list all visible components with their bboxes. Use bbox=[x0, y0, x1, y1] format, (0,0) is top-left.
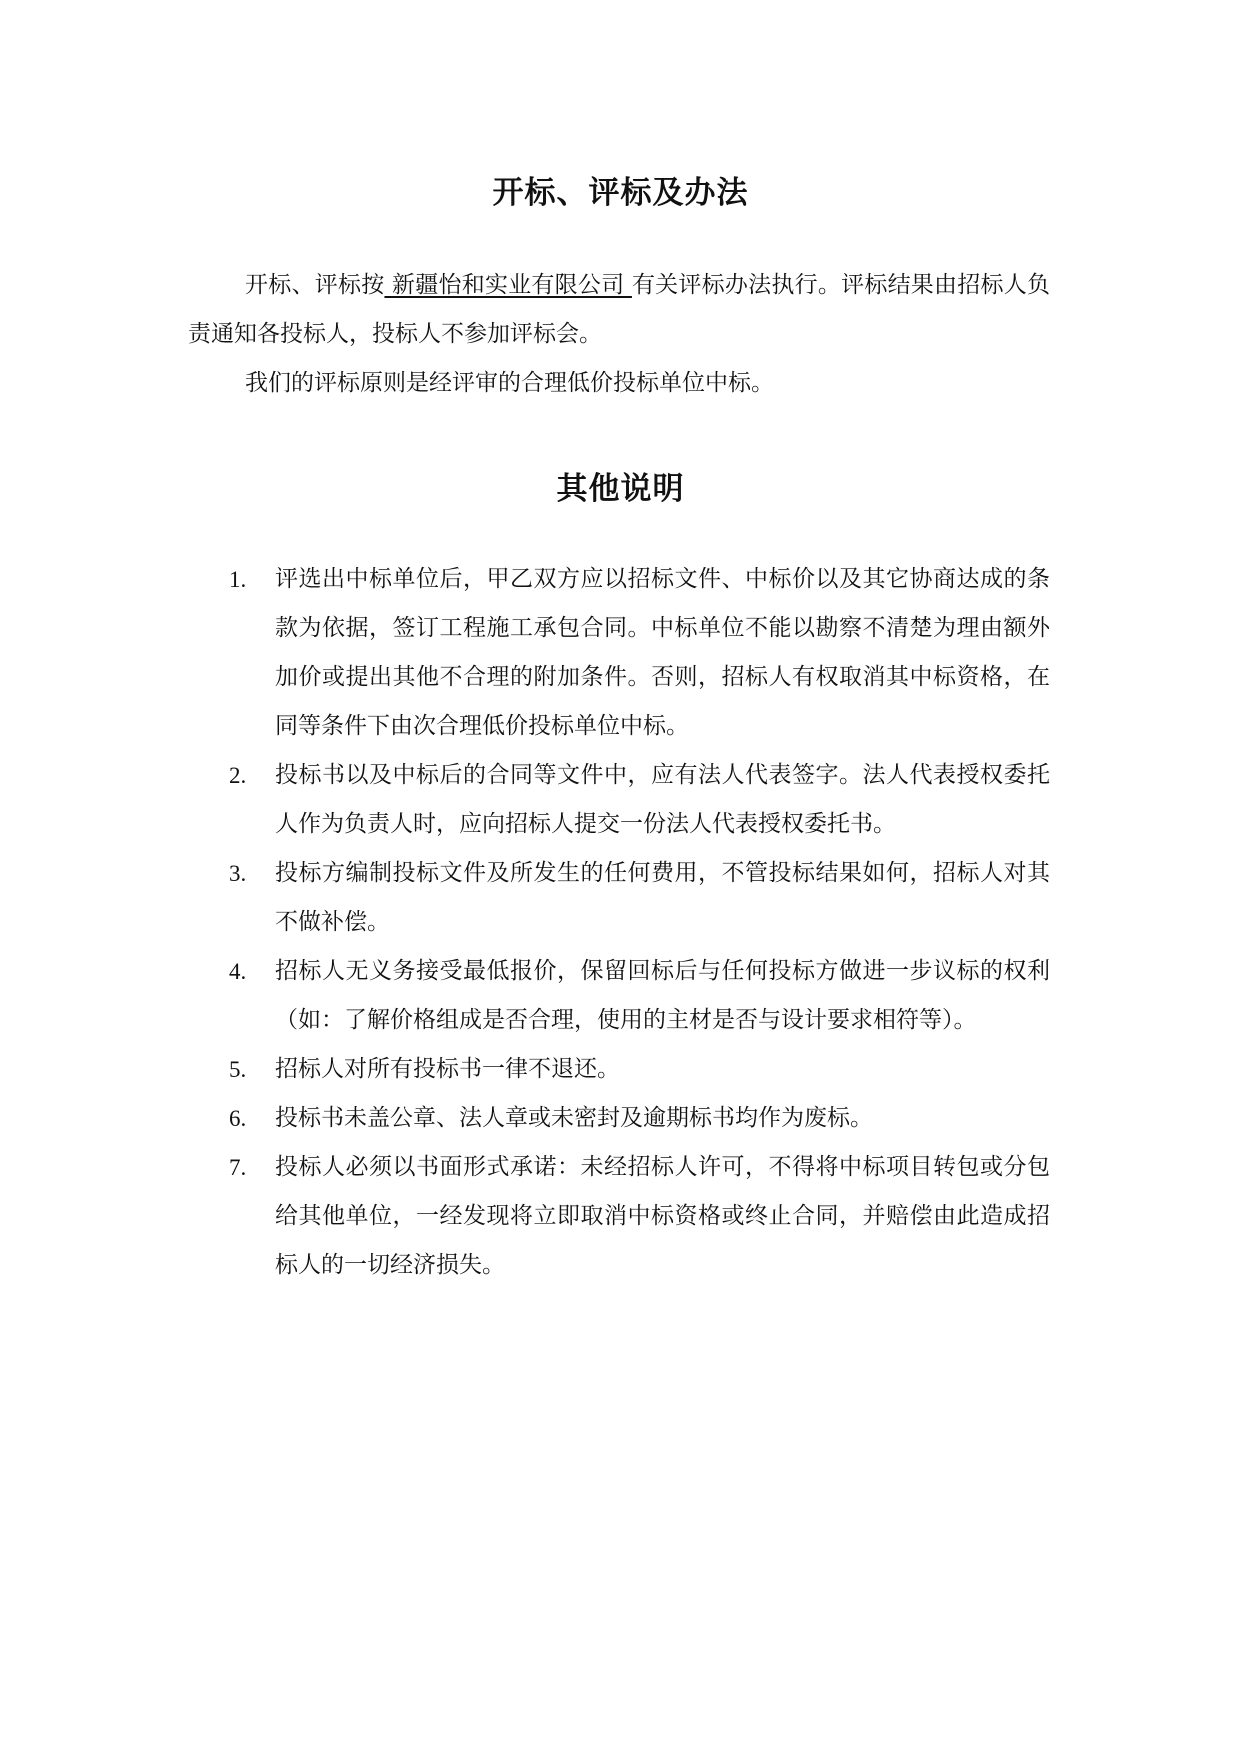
list-item-text: 投标方编制投标文件及所发生的任何费用，不管投标结果如何，招标人对其不做补偿。 bbox=[275, 860, 1050, 935]
list-item bbox=[224, 849, 1050, 947]
section-title-opening: 开标、评标及办法 bbox=[492, 175, 749, 211]
list-item bbox=[224, 947, 1050, 1045]
opening-text-after: 有关评标办法执行。评标结果由招标人负责通知各投标人，投标人不参加评标会。 bbox=[188, 272, 1051, 347]
list-item-number: 6. bbox=[229, 1106, 247, 1131]
list-item-number: 4. bbox=[229, 959, 247, 984]
list-item bbox=[224, 1045, 1050, 1094]
list-item bbox=[224, 1094, 1050, 1143]
list-item-text: 招标人无义务接受最低报价，保留回标后与任何投标方做进一步议标的权利（如：了解价格组成是否合理，使用的主材是否与设计要求相符等）。 bbox=[275, 958, 1050, 1033]
list-item-number: 3. bbox=[229, 861, 247, 886]
list-item bbox=[224, 751, 1050, 849]
other-notes-list bbox=[224, 555, 1050, 1290]
list-item bbox=[224, 555, 1050, 751]
company-name: 新疆怡和实业有限公司 bbox=[384, 272, 632, 298]
list-item-number: 2. bbox=[229, 763, 247, 788]
section-title-other: 其他说明 bbox=[556, 471, 685, 507]
list-item-text: 投标人必须以书面形式承诺：未经招标人许可，不得将中标项目转包或分包给其他单位，一经发现将立即取消中标资格或终止合同，并赔偿由此造成招标人的一切经济损失。 bbox=[275, 1154, 1050, 1278]
opening-paragraph-2: 我们的评标原则是经评审的合理低价投标单位中标。 bbox=[245, 370, 774, 396]
list-item-number: 5. bbox=[229, 1057, 247, 1082]
opening-text-before: 开标、评标按 bbox=[245, 272, 385, 298]
list-item-text: 招标人对所有投标书一律不退还。 bbox=[275, 1056, 620, 1082]
list-item bbox=[224, 1143, 1050, 1290]
list-item-text: 评选出中标单位后，甲乙双方应以招标文件、中标价以及其它协商达成的条款为依据，签订工程施工承包合同。中标单位不能以勘察不清楚为理由额外加价或提出其他不合理的附加条件。否则，招标人有权取消其中标资格，在同等条件下由次合理低价投标单位中标。 bbox=[275, 566, 1050, 739]
list-item-number: 1. bbox=[229, 567, 247, 592]
list-item-number: 7. bbox=[229, 1155, 247, 1180]
opening-paragraph-1 bbox=[188, 261, 1050, 359]
list-item-text: 投标书以及中标后的合同等文件中，应有法人代表签字。法人代表授权委托人作为负责人时，应向招标人提交一份法人代表授权委托书。 bbox=[275, 762, 1050, 837]
list-item-text: 投标书未盖公章、法人章或未密封及逾期标书均作为废标。 bbox=[275, 1105, 873, 1131]
